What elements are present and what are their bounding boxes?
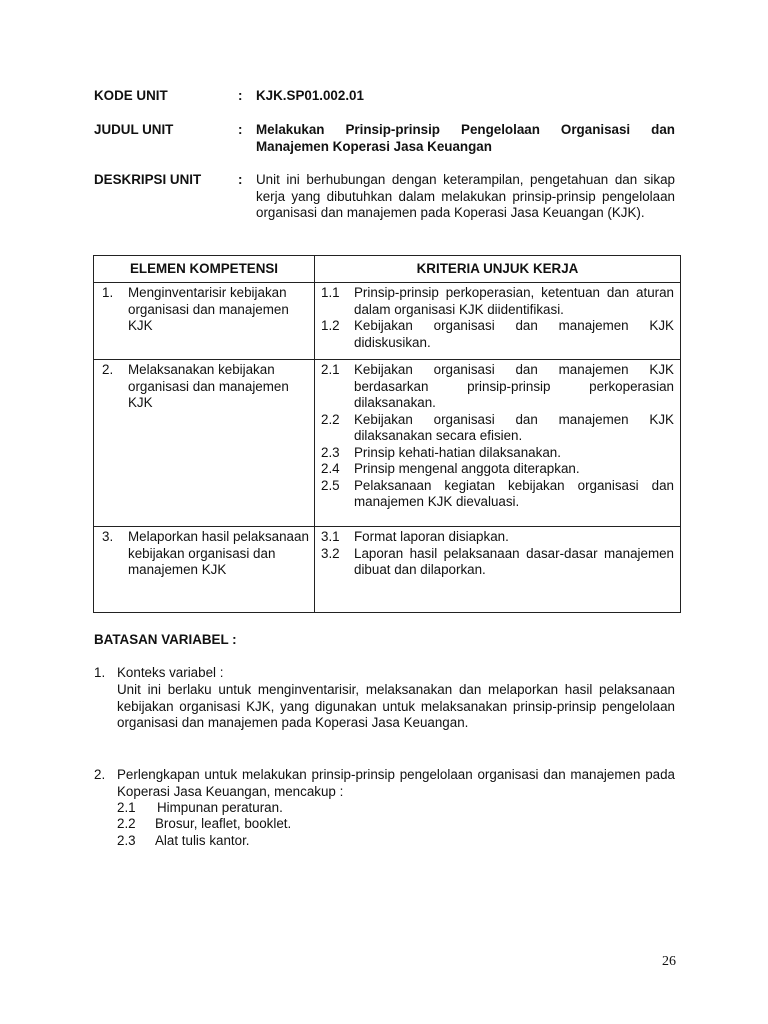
kriteria-text: Kebijakan organisasi dan manajemen KJK berdasarkan prinsip-prinsip perkoperasian dilaksanakan. bbox=[354, 362, 674, 410]
judul-unit-label: JUDUL UNIT bbox=[94, 122, 174, 137]
elemen-number: 1. bbox=[102, 285, 114, 300]
kriteria-cell bbox=[315, 360, 681, 527]
kriteria-number: 2.5 bbox=[321, 477, 340, 493]
sub-item-number: 2.2 bbox=[117, 816, 136, 831]
elemen-cell bbox=[94, 283, 315, 360]
deskripsi-unit-value: Unit ini berhubungan dengan keterampilan, pengetahuan dan sikap kerja yang dibutuhkan dalam melakukan prinsip-prinsip pengelolaan organisasi dan manajemen pada Koperasi Jasa Keuangan (KJK). bbox=[256, 172, 675, 220]
kriteria-number: 2.1 bbox=[321, 362, 340, 377]
list-item-number: 2. bbox=[94, 767, 106, 782]
sub-item-number: 2.3 bbox=[117, 833, 136, 848]
kriteria-text: Prinsip mengenal anggota diterapkan. bbox=[354, 461, 580, 476]
elemen-text: Menginventarisir kebijakan organisasi dan manajemen KJK bbox=[128, 285, 289, 333]
konteks-variabel-title: Konteks variabel : bbox=[117, 665, 224, 680]
elemen-cell bbox=[94, 527, 315, 613]
kriteria-number: 2.3 bbox=[321, 444, 340, 460]
kriteria-text: Kebijakan organisasi dan manajemen KJK didiskusikan. bbox=[354, 318, 674, 350]
kriteria-text: Pelaksanaan kegiatan kebijakan organisasi dan manajemen KJK dievaluasi. bbox=[354, 477, 674, 509]
kriteria-cell bbox=[315, 527, 681, 613]
kriteria-item bbox=[321, 318, 674, 351]
elemen-text: Melaporkan hasil pelaksanaan kebijakan organisasi dan manajemen KJK bbox=[128, 529, 309, 577]
sub-item-text: Himpunan peraturan. bbox=[157, 800, 283, 815]
list-item-number: 1. bbox=[94, 665, 106, 680]
table-row bbox=[94, 360, 681, 527]
sub-item-number: 2.1 bbox=[117, 800, 136, 815]
kriteria-text: Format laporan disiapkan. bbox=[354, 529, 509, 544]
deskripsi-unit-colon: : bbox=[238, 172, 243, 187]
elemen-number: 3. bbox=[102, 529, 114, 544]
elemen-cell bbox=[94, 360, 315, 527]
kode-unit-value: KJK.SP01.002.01 bbox=[256, 88, 364, 103]
kode-unit-colon: : bbox=[238, 88, 243, 103]
kriteria-item bbox=[321, 478, 674, 511]
kriteria-number: 2.2 bbox=[321, 411, 340, 427]
header-kriteria-unjuk-kerja: KRITERIA UNJUK KERJA bbox=[315, 256, 681, 283]
kriteria-text: Prinsip kehati-hatian dilaksanakan. bbox=[354, 444, 561, 460]
kriteria-number: 3.1 bbox=[321, 529, 340, 544]
kriteria-item bbox=[321, 412, 674, 445]
kriteria-text: Prinsip-prinsip perkoperasian, ketentuan dan aturan dalam organisasi KJK diidentifikasi. bbox=[354, 285, 674, 317]
kriteria-item bbox=[321, 461, 674, 478]
page-number: 26 bbox=[662, 954, 676, 969]
kriteria-number: 1.2 bbox=[321, 318, 340, 333]
kriteria-item bbox=[321, 285, 674, 318]
judul-unit-colon: : bbox=[238, 122, 243, 137]
kriteria-item bbox=[321, 546, 674, 579]
elemen-number: 2. bbox=[102, 362, 114, 377]
kriteria-text: Laporan hasil pelaksanaan dasar-dasar manajemen dibuat dan dilaporkan. bbox=[354, 545, 674, 577]
batasan-variabel-heading: BATASAN VARIABEL : bbox=[94, 632, 237, 647]
konteks-variabel-body: Unit ini berlaku untuk menginventarisir, melaksanakan dan melaporkan hasil pelaksanaan kebijakan organisasi KJK, yang digunakan untuk melaksanakan prinsip-prinsip pengelolaan organisasi dan manajemen pada Koperasi Jasa Keuangan. bbox=[117, 682, 675, 730]
table-row bbox=[94, 527, 681, 613]
kriteria-item bbox=[321, 362, 674, 412]
competency-table bbox=[93, 255, 681, 613]
kriteria-item bbox=[321, 529, 674, 546]
sub-item-text: Alat tulis kantor. bbox=[155, 833, 250, 848]
kriteria-text: Kebijakan organisasi dan manajemen KJK dilaksanakan secara efisien. bbox=[354, 411, 674, 443]
kriteria-number: 2.4 bbox=[321, 461, 340, 476]
perlengkapan-body: Perlengkapan untuk melakukan prinsip-prinsip pengelolaan organisasi dan manajemen pada Koperasi Jasa Keuangan, mencakup : bbox=[117, 767, 675, 799]
deskripsi-unit-label: DESKRIPSI UNIT bbox=[94, 172, 202, 187]
kriteria-cell bbox=[315, 283, 681, 360]
elemen-text: Melaksanakan kebijakan organisasi dan manajemen KJK bbox=[128, 362, 289, 410]
table-row bbox=[94, 283, 681, 360]
kriteria-number: 3.2 bbox=[321, 545, 340, 561]
judul-unit-value: Melakukan Prinsip-prinsip Pengelolaan Organisasi dan Manajemen Koperasi Jasa Keuangan bbox=[256, 122, 675, 154]
kriteria-number: 1.1 bbox=[321, 285, 340, 300]
header-elemen-kompetensi: ELEMEN KOMPETENSI bbox=[94, 256, 315, 283]
kode-unit-label: KODE UNIT bbox=[94, 88, 168, 103]
sub-item-text: Brosur, leaflet, booklet. bbox=[155, 816, 292, 831]
table-header-row bbox=[94, 256, 681, 283]
kriteria-item bbox=[321, 445, 674, 462]
